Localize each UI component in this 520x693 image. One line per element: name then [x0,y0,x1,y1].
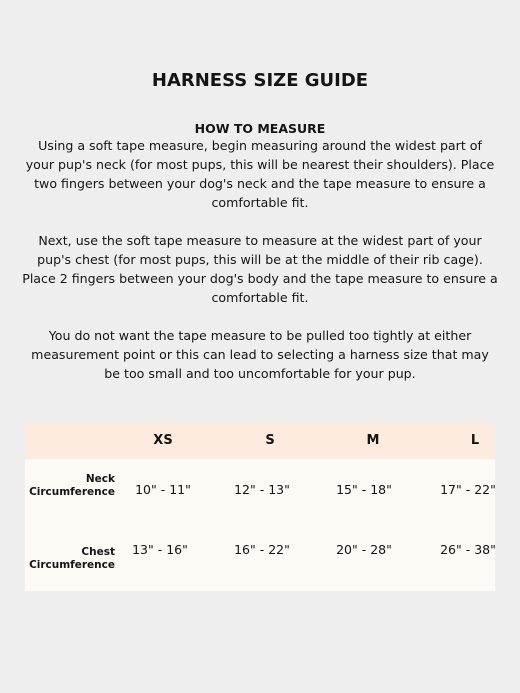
row-label-line2: Circumference [29,486,115,498]
tightness-warning: You do not want the tape measure to be pulled too tightly at either measurement point or this can lead to selecting a harness size that may be too small and too uncomfortable for your pup. [31,328,489,381]
row-label-line1: Chest [81,546,115,558]
row-label-line2: Circumference [29,559,115,571]
page-title: HARNESS SIZE GUIDE [151,70,369,91]
table-cell: 10" - 11" [135,482,191,497]
column-header-m: M [366,433,380,448]
row-label-chest [25,546,115,572]
neck-instructions: Using a soft tape measure, begin measuring around the widest part of your pup's neck (for most pups, this will be nearest their shoulders). Place two fingers between your dog's neck and the tape measure to ensure a comfortable fit. [25,138,495,210]
column-header-l: L [470,433,480,448]
table-header-row [25,423,495,459]
section-heading: HOW TO MEASURE [194,121,326,136]
row-label-neck [25,473,115,499]
table-cell: 12" - 13" [234,482,290,497]
chest-instructions: Next, use the soft tape measure to measure at the widest part of your pup's chest (for most pups, this will be at the middle of their rib cage). Place 2 fingers between your dog's body and the tape measure to ensure a comfortable fit. [22,233,498,305]
table-cell: 20" - 28" [336,542,392,557]
table-cell: 16" - 22" [234,542,290,557]
table-cell: 17" - 22" [440,482,496,497]
column-header-s: S [265,433,275,448]
size-table [25,423,495,591]
row-label-line1: Neck [85,473,115,485]
column-header-xs: XS [153,433,173,448]
table-cell: 13" - 16" [132,542,188,557]
table-cell: 26" - 38" [440,542,496,557]
table-cell: 15" - 18" [336,482,392,497]
